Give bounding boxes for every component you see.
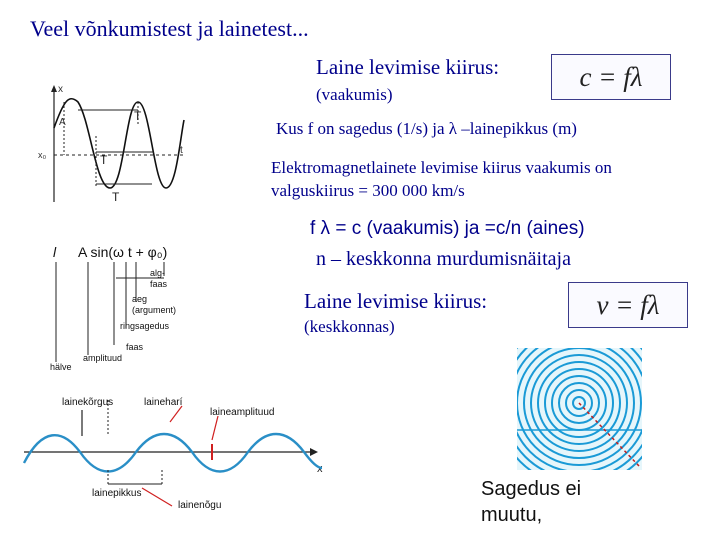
eq-label-faas-top: faas [150,279,168,289]
section1-heading: Laine levimise kiirus: [316,55,500,79]
wave-crest-arrow [170,406,182,422]
section1-description: Kus f on sagedus (1/s) ja λ –lainepikkus (m) [276,119,577,138]
osc-period-label-3: T [112,190,120,204]
osc-period-label-1: T [134,109,142,123]
formula-v-equals-f-lambda: v = fλ [568,282,688,328]
bottom-text-line1: Sagedus ei [481,478,582,500]
wave-trough-arrow [142,488,172,506]
wave-label-lainenogu: lainenõgu [178,500,222,511]
eq-lhs: l [53,244,57,260]
wave-x-label: x [317,463,323,475]
eq-label-amplituud: amplituud [83,353,123,363]
bottom-text-line2: muutu, [481,504,543,526]
oscillation-diagram [34,80,194,210]
eq-label-aeg: aeg [132,294,148,304]
section2-heading: Laine levimise kiirus: [304,289,488,313]
wave-label-laineamplituud: laineamplituud [210,407,275,418]
osc-axis-arrow-up [51,85,57,92]
eq-rhs: A sin(ω t + φ₀) [78,244,168,260]
osc-amplitude-label: A [59,117,66,128]
section2-sub: (keskkonnas) [304,317,395,336]
osc-axis-x-label: x [58,84,63,95]
osc-x0-label: x₀ [38,150,47,160]
eq-label-faas-bottom: faas [126,342,144,352]
relation-line1: f λ = c (vaakumis) ja =c/n (aines) [310,218,585,239]
relation-line2: n – keskkonna murdumisnäitaja [316,248,571,270]
osc-axis-t-label: t [180,145,183,156]
wave-amplitude-arrow [212,416,218,440]
slide-title: Veel võnkumistest ja lainetest... [30,16,309,41]
osc-period-label-2: T [100,153,108,167]
eq-label-halve: hälve [50,362,72,372]
eq-label-alg: alg- [150,268,166,278]
wave-x-axis-arrow [310,448,318,456]
bottom-text [481,476,581,528]
eq-label-argument: (argument) [132,305,177,315]
section1-sub: (vaakumis) [316,85,393,104]
wave-label-lainekorgus: lainekõrgus [62,397,114,408]
wave-diagram [22,388,342,538]
em-text-line2: valguskiirus = 300 000 km/s [271,181,465,200]
wave-curve [24,434,322,472]
wave-label-lainepikkus: lainepikkus [92,488,142,499]
equation-diagram [48,240,198,375]
wave-label-laineharí: laineharí [144,397,183,408]
eq-label-ringsagedus: ringsagedus [120,321,170,331]
formula-c-equals-f-lambda: c = fλ [551,54,671,100]
em-text-line1: Elektromagnetlainete levimise kiirus vaakumis on [271,158,612,177]
osc-sine-curve [54,99,184,188]
circular-wave-image [517,348,642,470]
